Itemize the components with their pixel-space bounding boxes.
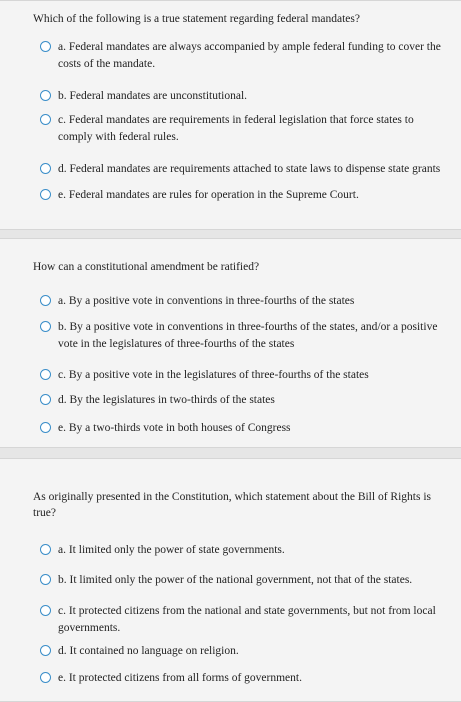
radio-button-icon[interactable] <box>40 321 51 332</box>
radio-button-icon[interactable] <box>40 394 51 405</box>
radio-button-icon[interactable] <box>40 574 51 585</box>
answer-option-label: c. Federal mandates are requirements in federal legislation that force states to comply with federal rules. <box>58 114 414 143</box>
answer-option-label: c. It protected citizens from the national and state governments, but not from local governments. <box>58 605 436 634</box>
question-prompt: Which of the following is a true statement regarding federal mandates? <box>33 13 360 25</box>
radio-button-icon[interactable] <box>40 295 51 306</box>
radio-button-icon[interactable] <box>40 422 51 433</box>
radio-button-icon[interactable] <box>40 90 51 101</box>
radio-button-icon[interactable] <box>40 369 51 380</box>
radio-button-icon[interactable] <box>40 672 51 683</box>
answer-option-label: b. By a positive vote in conventions in three-fourths of the states, and/or a positive vote in the legislatures of three-fourths of the states <box>58 321 438 350</box>
question-card-1 <box>0 0 461 230</box>
question-prompt: How can a constitutional amendment be ratified? <box>33 261 260 273</box>
answer-option-label: a. Federal mandates are always accompanied by ample federal funding to cover the costs of the mandate. <box>58 41 441 70</box>
answer-option-label: c. By a positive vote in the legislatures of three-fourths of the states <box>58 369 369 381</box>
answer-option-label: b. It limited only the power of the national government, not that of the states. <box>58 574 413 586</box>
question-prompt: As originally presented in the Constitution, which statement about the Bill of Rights is true? <box>33 491 431 519</box>
radio-button-icon[interactable] <box>40 544 51 555</box>
radio-button-icon[interactable] <box>40 189 51 200</box>
answer-option-label: d. It contained no language on religion. <box>58 645 239 657</box>
question-card-2 <box>0 238 461 448</box>
answer-option-label: a. By a positive vote in conventions in three-fourths of the states <box>58 295 355 307</box>
radio-button-icon[interactable] <box>40 163 51 174</box>
answer-option-label: a. It limited only the power of state governments. <box>58 544 285 556</box>
question-card-3 <box>0 458 461 702</box>
answer-option-label: e. Federal mandates are rules for operation in the Supreme Court. <box>58 189 359 201</box>
radio-button-icon[interactable] <box>40 605 51 616</box>
answer-option-label: e. By a two-thirds vote in both houses of Congress <box>58 422 291 434</box>
radio-button-icon[interactable] <box>40 645 51 656</box>
answer-option-label: e. It protected citizens from all forms of government. <box>58 672 302 684</box>
answer-option-label: b. Federal mandates are unconstitutional. <box>58 90 248 102</box>
answer-option-label: d. By the legislatures in two-thirds of the states <box>58 394 275 406</box>
answer-option-label: d. Federal mandates are requirements attached to state laws to dispense state grants <box>58 163 441 175</box>
radio-button-icon[interactable] <box>40 41 51 52</box>
radio-button-icon[interactable] <box>40 114 51 125</box>
